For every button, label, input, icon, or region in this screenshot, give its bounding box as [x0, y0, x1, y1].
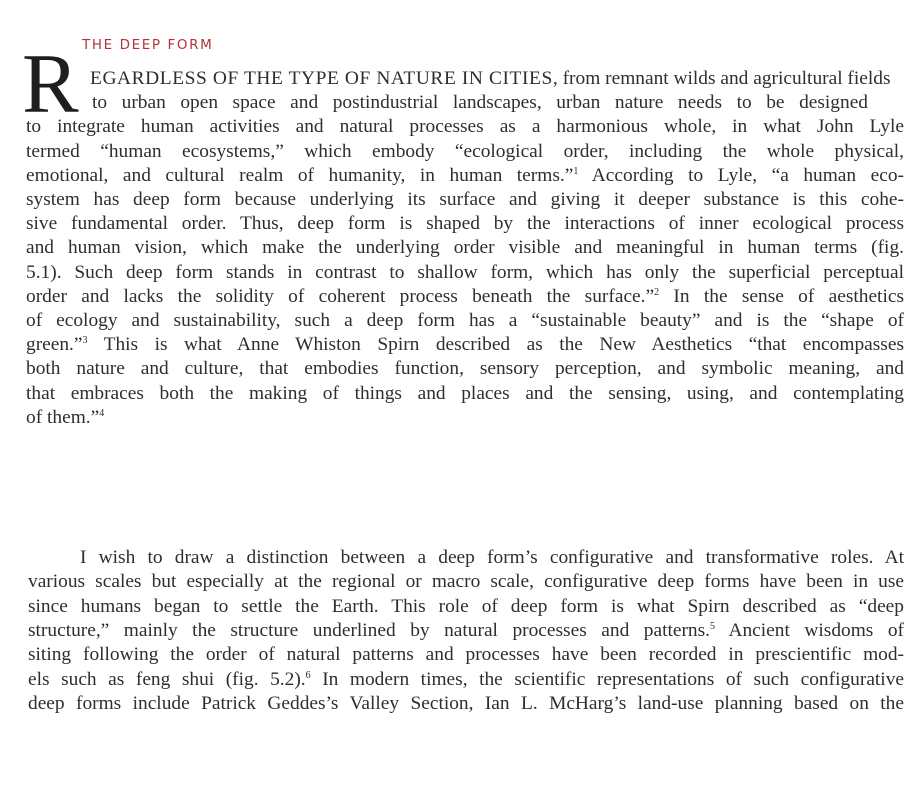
drop-cap: R: [22, 37, 79, 131]
text-line: [28, 619, 904, 643]
text-line: [80, 546, 904, 570]
text-line: [28, 643, 904, 667]
footnote-ref: 2: [654, 286, 660, 298]
text-line: [26, 309, 904, 333]
text-line: [28, 668, 904, 692]
text-line: [26, 188, 904, 212]
text-run: This is what Anne Whiston Spirn described as the New Aesthetics “that encompasses: [87, 334, 904, 356]
text-line: [26, 164, 904, 188]
text-run: structure,” mainly the structure underlined by natural processes and patterns.: [28, 619, 711, 641]
text-run: to integrate human activities and natural processes as a harmonious whole, in what John Lyle: [26, 116, 904, 138]
text-run: termed “human ecosystems,” which embody “ecological order, including the whole physical,: [26, 140, 904, 162]
text-run: els such as feng shui (fig. 5.2).: [28, 668, 306, 690]
text-line: [28, 692, 904, 716]
text-run: emotional, and cultural realm of humanity, in human terms.”: [26, 164, 574, 186]
text-run: I wish to draw a distinction between a deep form’s configurative and transformative roles. At: [80, 547, 904, 568]
text-run: Ancient wisdoms of: [715, 619, 905, 641]
text-run: In the sense of aesthetics: [659, 285, 904, 307]
section-heading: THE DEEP FORM: [82, 37, 214, 53]
text-line: [26, 115, 904, 139]
text-line: [26, 333, 904, 357]
text-line: [26, 406, 104, 430]
footnote-ref: 3: [82, 335, 88, 347]
text-run: 5.1). Such deep form stands in contrast to shallow form, which has only the superficial perceptual: [26, 261, 904, 283]
footnote-ref: 5: [710, 620, 716, 632]
text-line: [26, 261, 904, 285]
text-line: [26, 140, 904, 164]
text-line: [26, 236, 904, 260]
text-line: [90, 67, 891, 91]
text-run: system has deep form because underlying its surface and giving it deeper substance is this cohe-: [26, 189, 904, 210]
text-run: and human vision, which make the underlying order visible and meaningful in human terms (fig.: [26, 237, 904, 259]
text-run: siting following the order of natural patterns and processes have been recorded in prescientific mod-: [28, 644, 904, 666]
text-line: [28, 570, 904, 594]
text-run: sive fundamental order. Thus, deep form is shaped by the interactions of inner ecological process: [26, 213, 904, 235]
text-line: [26, 382, 904, 406]
footnote-ref: 1: [573, 165, 579, 177]
text-run: EGARDLESS OF THE TYPE OF NATURE IN CITIES: [90, 68, 553, 89]
text-run: According to Lyle, “a human eco-: [578, 164, 904, 186]
text-line: [26, 357, 904, 381]
text-run: , from remnant wilds and agricultural fields: [552, 68, 891, 89]
text-line: [92, 91, 868, 115]
text-run: to urban open space and postindustrial landscapes, urban nature needs to be designed: [92, 92, 868, 114]
text-run: deep forms include Patrick Geddes’s Valley Section, Ian L. McHarg’s land-use planning based on the: [28, 692, 904, 714]
text-run: since humans began to settle the Earth. This role of deep form is what Spirn described as “deep: [28, 595, 904, 617]
text-run: of ecology and sustainability, such a deep form has a “sustainable beauty” and is the “shape of: [26, 310, 904, 331]
text-run: various scales but especially at the regional or macro scale, configurative deep forms have been in use: [28, 571, 904, 593]
text-run: of them.”: [26, 406, 100, 428]
text-run: green.”: [26, 334, 83, 356]
footnote-ref: 4: [99, 407, 105, 419]
footnote-ref: 6: [305, 669, 311, 681]
text-run: both nature and culture, that embodies function, sensory perception, and symbolic meaning, and: [26, 358, 904, 380]
text-run: order and lacks the solidity of coherent process beneath the surface.”: [26, 285, 655, 307]
text-run: In modern times, the scientific representations of such configurative: [310, 668, 904, 690]
text-line: [26, 285, 904, 309]
text-line: [28, 595, 904, 619]
text-run: that embraces both the making of things and places and the sensing, using, and contemplating: [26, 382, 904, 404]
text-line: [26, 212, 904, 236]
